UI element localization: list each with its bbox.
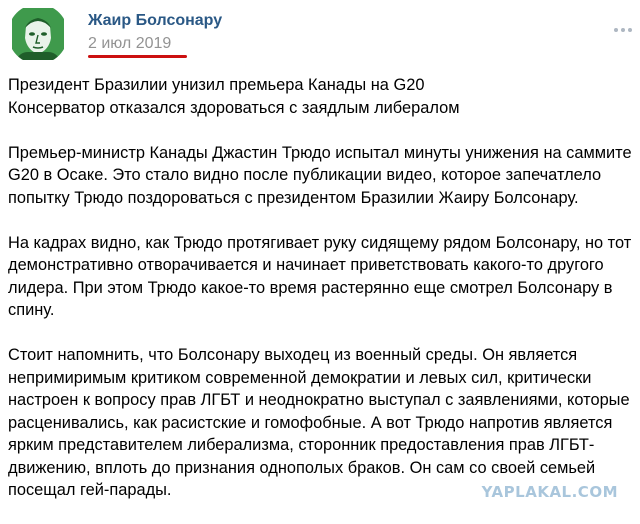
post-paragraph: На кадрах видно, как Трюдо протягивает руку сидящему рядом Болсонару, но тот демонстративно отворачивается и начинает приветствовать какого-то другого лидера. При этом Трюдо какое-то время растерянно еще смотрел Болсонару в спину. — [8, 233, 632, 319]
post-date[interactable]: 2 июл 2019 — [88, 35, 172, 52]
avatar[interactable] — [8, 4, 68, 64]
watermark: YAPLAKAL.COM — [481, 483, 618, 501]
author-name-link[interactable]: Жаир Болсонару — [88, 12, 223, 29]
post-header — [8, 4, 640, 64]
post-paragraph: Стоит напомнить, что Болсонару выходец из военный среды. Он является непримиримым критиком современной демократии и левых сил, критически настроен к вопросу прав ЛГБТ и неоднократно выступал с заявлениями, которые расценивались, как расистские и гомофобные. А вот Трюдо напротив является ярким представителем либерализма, сторонник предоставления прав ЛГБТ- движению, вплоть до признания однополых браков. Он сам со своей семьей посещал гей-парады. — [8, 346, 630, 499]
dot — [614, 28, 618, 32]
more-dots-icon[interactable] — [614, 28, 632, 32]
post-headline: Президент Бразилии унизил премьера Канады на G20 Консерватор отказался здороваться с заядлым либералом — [8, 76, 460, 117]
avatar-portrait-icon — [8, 4, 68, 64]
dot — [628, 28, 632, 32]
post-text — [8, 74, 632, 524]
dot — [621, 28, 625, 32]
post-paragraph: Премьер-министр Канады Джастин Трюдо испытал минуты унижения на саммите G20 в Осаке. Это стало видно после публикации видео, которое запечатлело попытку Трюдо поздороваться с президентом Бразилии Жаиру Болсонару. — [8, 143, 632, 207]
date-underline-annotation — [88, 55, 187, 58]
